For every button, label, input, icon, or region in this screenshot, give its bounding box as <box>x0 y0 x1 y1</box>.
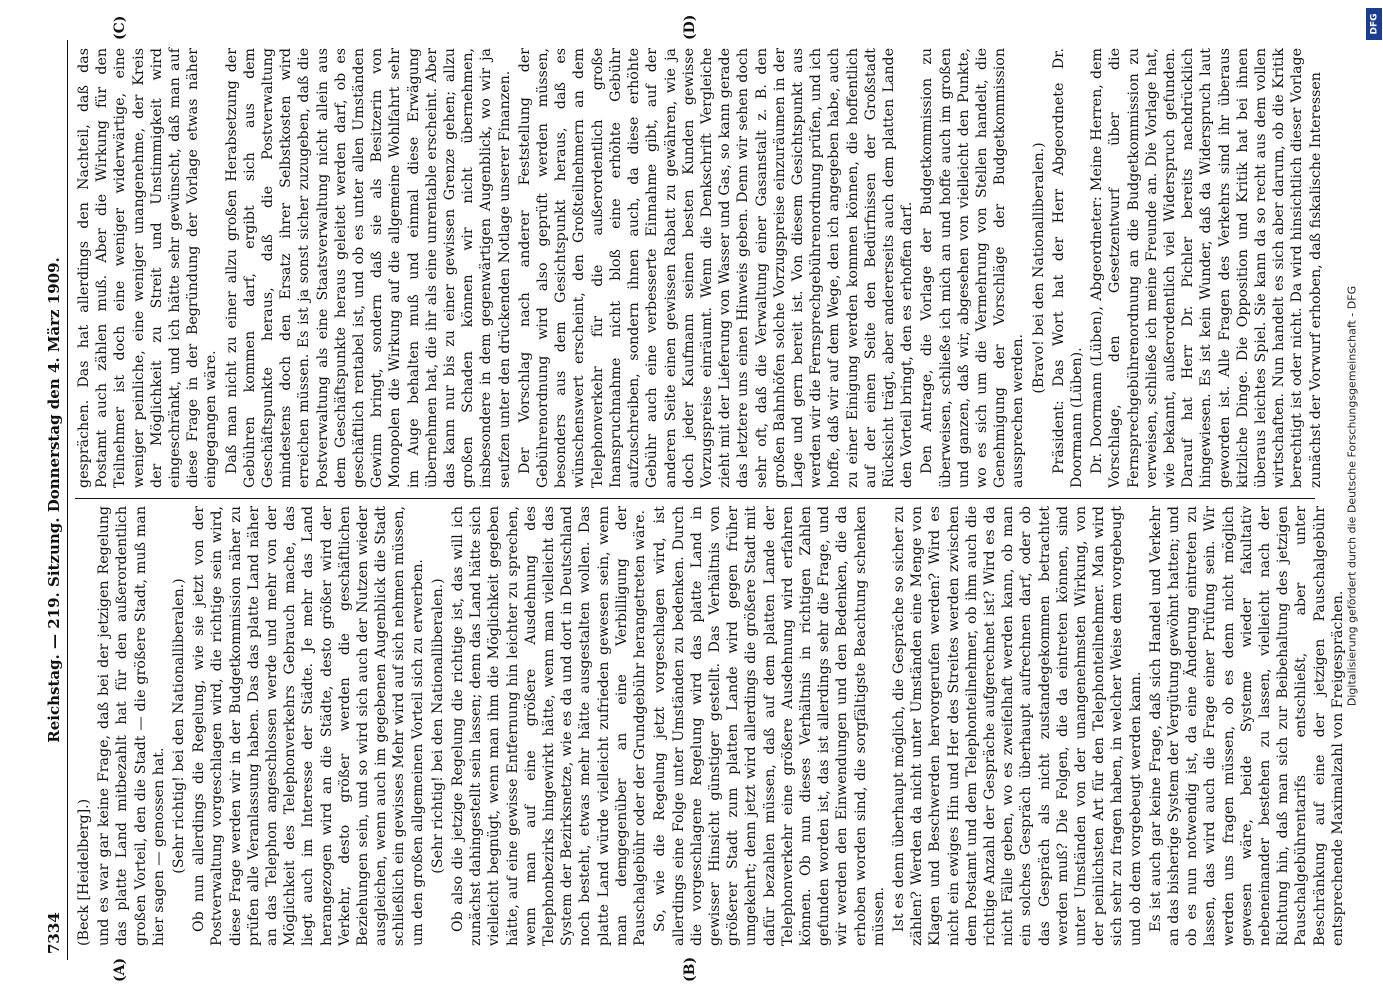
dfg-logo <box>1366 8 1382 40</box>
credit-text: Digitalisierung gefördert durch die Deutsche Forschungsgemeinschaft - DFG <box>1345 285 1359 707</box>
page-header <box>41 40 68 960</box>
right-column <box>75 48 1327 488</box>
paragraph: Den Antrage, die Vorlage der Budgetkommission zu überweisen, schließe ich mich an und hoffe auch im großen und ganzen, daß wir, abgesehen von vielleicht den Punkte, wo es sich um die Vermehrung von Stellen handelt, die Genehmigung der Vorschläge der Budgetkommission aussprechen werden. <box>919 48 1027 488</box>
speaker-continuation: (Beck [Heidelberg].) <box>76 798 92 946</box>
paragraph: Der Vorschlag nach anderer Feststellung der Gebührenordnung wird also geprüft werden müssen, besonders aus dem Gesichtspunkt heraus, daß es wünschenswert erscheint, den Großteilnehmern an dem Telephonverkehr für die außerordentlich große Inanspruchnahme nicht bloß eine erhöhte Gebühr aufzuschreiben, sondern ihnen auch, da diese erhöhte Gebühr auch eine verbesserte Einnahme gibt, auf der anderen Seite einen gewissen Rabatt zu gewähren, wie ja doch jeder Kaufmann seinen besten Kunden gewisse Vorzugspreise einräumt. Wenn die Denkschrift Vergleiche zieht mit der Lieferung von Wasser und Gas, so kann gerade das letztere uns einen Hinweis geben. Denn wir sehen doch sehr oft, daß die Verwaltung einer Gasanstalt z. B. den großen Bahnhöfen solche Vorzugspreise einzuräumen in der Lage und gern bereit ist. Von diesem Gesichtspunkt aus werden wir die Fernsprechgebührenordnung prüfen, und ich hoffe, daß wir auf dem Wege, den ich angegeben habe, auch zu einer Einigung werden kommen können, die hoffentlich auf der einen Seite den Bedürfnissen der Großstadt Rücksicht trägt, aber andererseits auch dem platten Lande den Vorteil bringt, den es erhoffen darf. <box>516 48 916 488</box>
interjection: (Sehr richtig! bei den Nationalliberalen.) <box>429 578 446 874</box>
margin-marker-a: (A) <box>112 957 128 982</box>
paragraph: Daß man nicht zu einer allzu großen Herabsetzung der Gebühren kommen darf, ergibt sich aus dem Geschäftspunkte heraus, daß die Postverwaltung mindestens doch den Ersatz ihrer Selbstkosten wird erreichen müssen. Es ist ja sonst sicher zuzugeben, daß die Postverwaltung als eine Staatsverwaltung nicht allein aus dem Geschäftspunkte heraus geleitet werden darf, ob es geschäftlich rentabel ist, und ob es unter allen Umständen Gewinn bringt, sondern daß sie als Besitzerin von Monopolen die Wirkung auf die allgemeine Wohlfahrt sehr im Auge behalten muß und einmal diese Erwägung übernehmen hat, die ihr als eine unrentable erscheint. Aber das kann nur bis zu einer gewissen Grenze gehen; allzu großen Schaden können wir nicht übernehmen, insbesondere in dem gegenwärtigen Augenblick, wo wir ja seufzen unter den drückenden Notlage unserer Finanzen. <box>223 48 513 488</box>
paragraph: Es ist auch gar keine Frage, daß sich Handel und Verkehr an das bisherige System der Vergütung gewöhnt hatten; und ob es nun notwendig ist, da eine Änderung eintreten zu lassen, das wird auch die Frage einer Prüfung sein. Wir werden uns fragen müssen, ob es denn nicht möglich gewesen wäre, beide Systeme wieder fakultativ nebeneinander bestehen zu lassen, vielleicht nach der Richtung hin, daß man sich zur Beibehaltung des jetzigen Pauschalgebührentarifs entschließt, aber unter Beschränkung auf eine der jetzigen Pauschalgebühr entsprechende Maximalzahl von Freigesprächen. <box>1147 506 1346 946</box>
margin-marker-c: (C) <box>112 15 128 40</box>
margin-marker-b: (B) <box>682 956 698 982</box>
left-column <box>75 506 1349 946</box>
paragraph: So, wie die Regelung jetzt vorgeschlagen wird, ist allerdings eine Folge unter Umständen zu bedenken. Durch die vorgeschlagene Regelung wird das platte Land in gewisser Hinsicht günstiger gestellt. Das Verhältnis von größerer Stadt zum platten Lande wird gegen früher umgekehrt; denn jetzt wird allerdings die größere Stadt mit dafür bezahlen müssen, daß auf dem platten Lande der Telephonverkehr eine größere Ausdehnung wird erfahren können. Ob nun dieses Verhältnis in richtigen Zahlen gefunden worden ist, das ist allerdings sehr die Frage, und wir werden den Einwendungen und den Bedenken, die da erhoben worden sind, die sorgfältigste Beachtung schenken müssen. <box>652 506 887 946</box>
page-number: 7334 <box>45 912 63 954</box>
document-page <box>41 14 1346 982</box>
paragraph: Ob nun allerdings die Regelung, wie sie jetzt von der Postverwaltung vorgeschlagen wird, die richtige sein wird, diese Frage werden wir in der Budgetkommission näher zu prüfen alle Veranlassung haben. Das das platte Land näher an das Telephon angeschlossen werde und mehr von der Möglichkeit des Telephonverkehrs Gebrauch mache, das liegt auch im Interesse der Städte. Je mehr das Land herangezogen wird an die Städte, desto größer wird der Verkehr, desto größer werden die geschäftlichen Beziehungen sein, und so wird sich auch der Nutzen wieder ausgleichen, wenn auch im gegebenen Augenblick die Stadt schließlich ein gewisses Mehr wird auf sich nehmen müssen, um den großen allgemeinen Vorteil sich zu erwerben. <box>191 505 426 946</box>
column-divider <box>75 498 1315 499</box>
paragraph: Ist es denn überhaupt möglich, die Gespräche so sicher zu zählen? Werden da nicht unter Umständen eine Menge von Klagen und Beschwerden hervorgerufen werden? Wird es nicht ein ewiges Hin und Her des Streites werden zwischen dem Postamt und dem Telephonteilnehmer, ob ihm auch die richtige Anzahl der Gespräche aufgerechnet ist? Wird es da nicht Fälle geben, wo es zweifelhaft werden kann, ob man ein solches Gespräch überhaupt aufrechnen darf, oder ob das Gespräch als nicht zustandegekommen betrachtet werden muß? Die Folgen, die da eintreten können, sind unter Umständen von der unangenehmsten Wirkung, von der peinlichsten Art für den Telephonteilnehmer. Man wird sich sehr zu fragen haben, in welcher Weise dem vorgebeugt und ob dem vorgebeugt werden kann. <box>890 506 1144 946</box>
paragraph: Ob also die jetzige Regelung die richtige ist, das will ich zunächst dahingestellt sein lassen; denn das Land hätte sich vielleicht begnügt, wenn man ihm die Möglichkeit gegeben hätte, auf eine gewisse Entfernung hin leichter zu sprechen, wenn man auf eine größere Ausdehnung des Telephonbezirks hingewirkt hätte, wenn man vielleicht das System der Bezirksnetze, wie es da und dort in Deutschland noch besteht, etwas mehr hätte ausgestalten wollen. Das platte Land würde vielleicht zufrieden gewesen sein, wenn man demgegenüber an eine Verbilligung der Pauschalgebühr oder der Grundgebühr herangetreten wäre. <box>450 506 649 946</box>
digitization-credit <box>1336 6 1368 986</box>
margin-marker-d: (D) <box>682 14 698 40</box>
paragraph: und es war gar keine Frage, daß bei der jetzigen Regelung das platte Land mitbezahlt hat für den außerordentlich großen Vorteil, den die Stadt — die größere Stadt, muß man hier sagen — genossen hat. <box>96 506 167 946</box>
dfg-logo-text: DFG <box>1369 13 1380 35</box>
paragraph: gesprächen. Das hat allerdings den Nachteil, daß das Postamt auch zählen muß. Aber die Wirkung für den Teilnehmer ist doch eine weniger widerwärtige, eine weniger peinliche, eine weniger unangenehme, der Kreis der Möglichkeit zu Streit und Unstimmigkeit wird eingeschränkt, und ich hätte sehr gewünscht, daß man auf diese Frage in der Begründung der Vorlage etwas näher eingegangen wäre. <box>76 48 220 488</box>
interjection: (Bravo! bei den Nationalliberalen.) <box>1030 142 1047 394</box>
paragraph: Dr. Doormann (Lüben), Abgeordneter: Meine Herren, dem Vorschlage, den Gesetzentwurf über die Fernsprechgebührenordnung an die Budgetkommission zu verweisen, schließe ich meine Freunde an. Die Vorlage hat, wie bekannt, außerordentlich viel Widerspruch gefunden. Darauf hat Herr Dr. Pichler bereits nachdrücklich hingewiesen. Es ist kein Wunder, daß da Widerspruch laut geworden ist. Alle Fragen des Verkehrs sind ihr überaus kitzliche Dinge. Die Opposition und Kritik hat bei ihnen überaus leichtes Spiel. Sie kann da so recht aus dem vollen wirtschaften. Nun handelt es sich aber darum, ob die Kritik berechtigt ist oder nicht. Da wird hinsichtlich dieser Vorlage zunächst der Vorwurf erhoben, daß fiskalische Interessen <box>1089 48 1324 488</box>
interjection: (Sehr richtig! bei den Nationalliberalen.) <box>171 578 188 874</box>
president-line: Präsident: Das Wort hat der Herr Abgeordnete Dr. Doormann (Lüben). <box>1050 48 1085 488</box>
running-title: Reichstag. — 219. Sitzung. Donnerstag den 4. März 1909. <box>45 257 63 743</box>
